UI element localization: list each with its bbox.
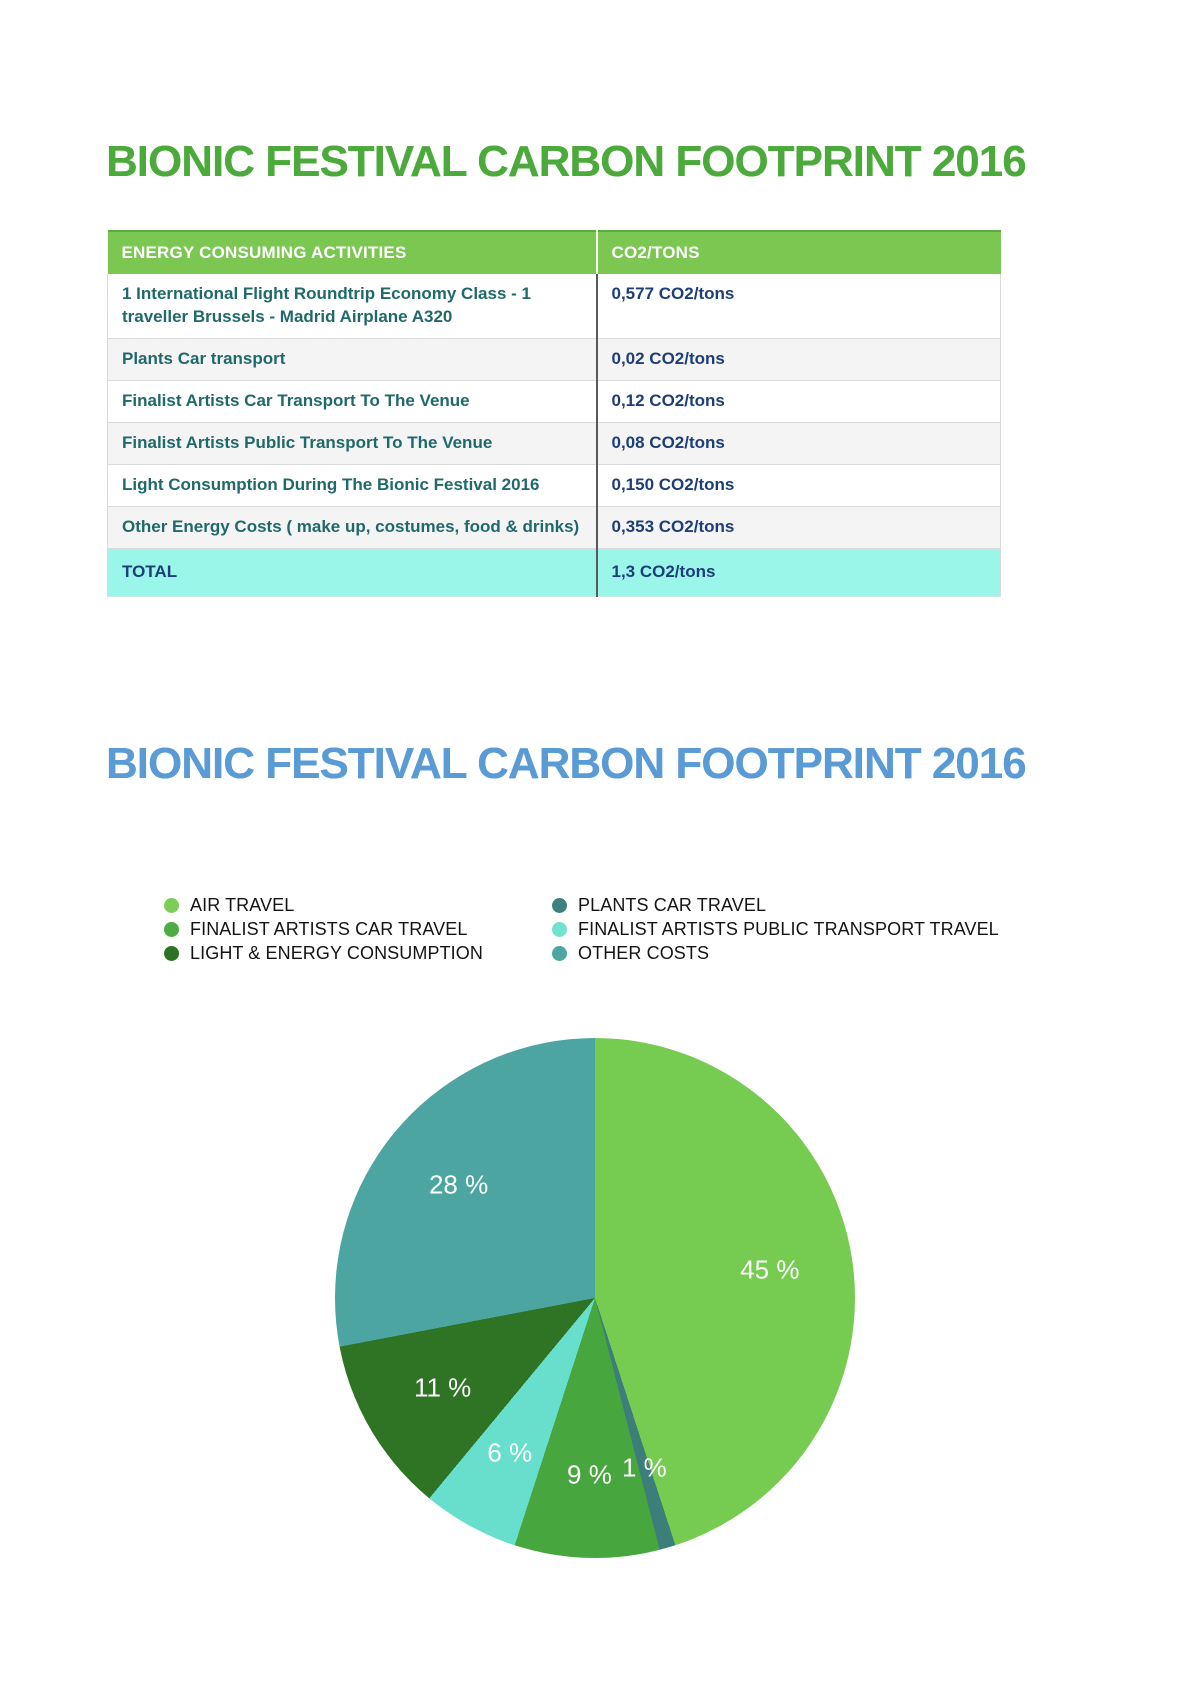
value-cell: 0,08 CO2/tons — [597, 422, 1001, 464]
table-section-title: BIONIC FESTIVAL CARBON FOOTPRINT 2016 — [106, 136, 1106, 188]
total-value-cell: 1,3 CO2/tons — [597, 548, 1001, 596]
legend-label: LIGHT & ENERGY CONSUMPTION — [190, 942, 483, 963]
activity-cell: Light Consumption During The Bionic Festival 2016 — [108, 464, 597, 506]
legend-label: FINALIST ARTISTS CAR TRAVEL — [190, 918, 468, 939]
value-cell: 0,353 CO2/tons — [597, 506, 1001, 548]
table-row — [108, 506, 1001, 548]
legend-item — [164, 943, 552, 964]
header-cell-co2: CO2/TONS — [597, 231, 1001, 274]
legend-item — [552, 895, 999, 916]
legend-dot-icon — [164, 898, 179, 913]
table-row — [108, 422, 1001, 464]
activity-cell: Finalist Artists Car Transport To The Venue — [108, 380, 597, 422]
legend-dot-icon — [552, 898, 567, 913]
chart-legend — [164, 893, 999, 965]
table-footer — [108, 548, 1001, 596]
pie-slice-label: 28 % — [428, 1169, 489, 1200]
pie-slice-label: 1 % — [621, 1452, 667, 1483]
energy-table — [107, 230, 1001, 597]
value-cell: 0,577 CO2/tons — [597, 274, 1001, 338]
table-body — [108, 274, 1001, 548]
energy-table-header — [108, 231, 1001, 274]
table-row — [108, 274, 1001, 338]
legend-dot-icon — [164, 946, 179, 961]
pie-chart — [335, 1038, 855, 1558]
legend-item — [552, 919, 999, 940]
table-row — [108, 338, 1001, 380]
legend-item — [164, 919, 552, 940]
activity-cell: Other Energy Costs ( make up, costumes, food & drinks) — [108, 506, 597, 548]
total-row — [108, 548, 1001, 596]
value-cell: 0,02 CO2/tons — [597, 338, 1001, 380]
legend-label: OTHER COSTS — [578, 942, 710, 963]
table-row — [108, 464, 1001, 506]
legend-dot-icon — [552, 922, 567, 937]
value-cell: 0,150 CO2/tons — [597, 464, 1001, 506]
activity-cell: 1 International Flight Roundtrip Economy Class - 1 traveller Brussels - Madrid Airplane A320 — [108, 274, 597, 338]
table-row — [108, 380, 1001, 422]
chart-section-title: BIONIC FESTIVAL CARBON FOOTPRINT 2016 — [106, 738, 1106, 790]
total-label-cell: TOTAL — [108, 548, 597, 596]
legend-label: PLANTS CAR TRAVEL — [578, 894, 767, 915]
pie-slice-label: 45 % — [740, 1254, 800, 1285]
legend-dot-icon — [552, 946, 567, 961]
pie-slice-label: 9 % — [567, 1459, 612, 1490]
value-cell: 0,12 CO2/tons — [597, 380, 1001, 422]
legend-label: FINALIST ARTISTS PUBLIC TRANSPORT TRAVEL — [578, 918, 999, 939]
header-cell-activities: ENERGY CONSUMING ACTIVITIES — [108, 231, 597, 274]
pie-slice-label: 11 % — [413, 1372, 472, 1403]
pie-slice-label: 6 % — [487, 1437, 533, 1468]
legend-item — [164, 895, 552, 916]
legend-dot-icon — [164, 922, 179, 937]
legend-label: AIR TRAVEL — [190, 894, 295, 915]
activity-cell: Finalist Artists Public Transport To The Venue — [108, 422, 597, 464]
header-row — [108, 231, 1001, 274]
activity-cell: Plants Car transport — [108, 338, 597, 380]
legend-item — [552, 943, 999, 964]
